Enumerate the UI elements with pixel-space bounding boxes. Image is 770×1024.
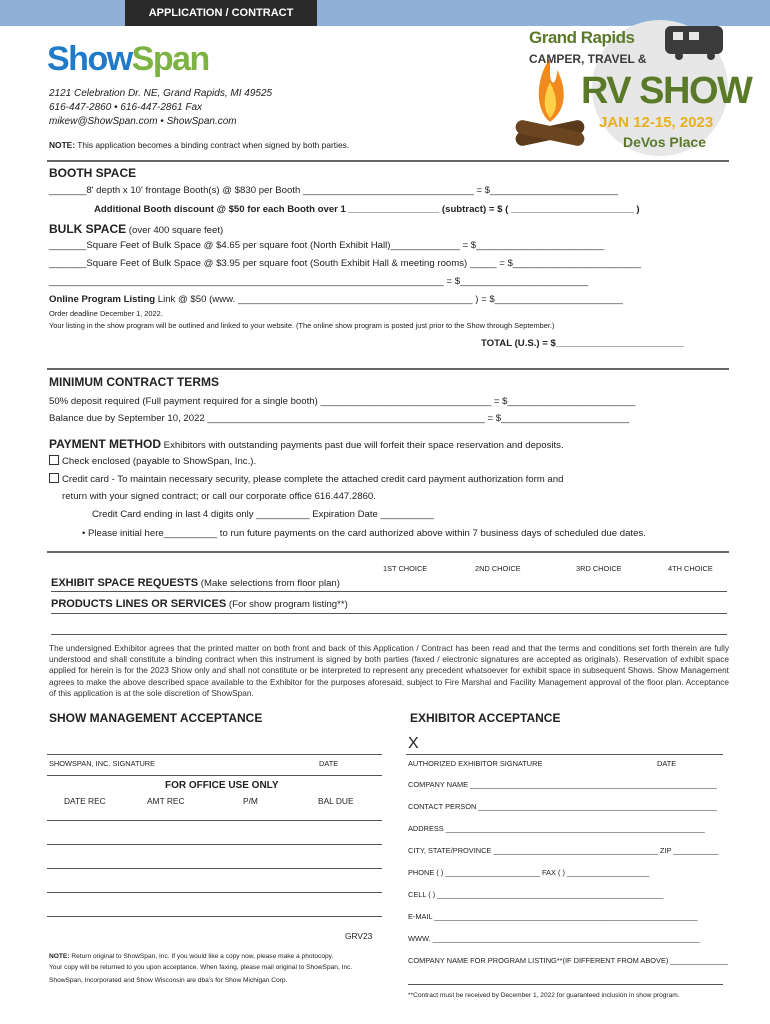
agreement-text: The undersigned Exhibitor agrees that the printed matter on both front and back of this Application / Contract has been read and that the terms and conditions set forth therein are fully understood and shall constitute a binding contract when this instrument is signed by both parties (faxed / electronic signatures are accepted as originals). Reservation of exhibit space applied for herein is for the 2023 Show only and shall not constitute or be interpreted to represent any precedent whatsoever for exhibit space in subsequent Shows. Show Management agrees to make the above described space available to the Exhibitor for the purposes aforesaid, subject to Fire Marshal and Facility Management approval of the floor plan. Acceptance of this application is at the sole discretion of ShowSpan. [49, 643, 729, 698]
city-state-zip-field[interactable]: CITY, STATE/PROVINCE ________________________________________ ZIP ___________ [408, 846, 719, 855]
products-row[interactable] [51, 598, 348, 610]
exhibitor-sig-line[interactable] [406, 754, 723, 755]
event-logo [505, 18, 752, 158]
form-code: GRV23 [345, 931, 373, 941]
choice-3: 3RD CHOICE [576, 564, 622, 573]
bulk-heading: BULK SPACE [49, 222, 127, 236]
check-label: Check enclosed (payable to ShowSpan, Inc.). [62, 456, 257, 467]
order-deadline: Order deadline December 1, 2022. [49, 309, 163, 318]
address-line-3: mikew@ShowSpan.com • ShowSpan.com [49, 116, 237, 127]
bulk-note: (over 400 square feet) [126, 225, 224, 236]
address-field[interactable]: ADDRESS _______________________________________________________________ [408, 824, 705, 833]
website-field[interactable]: WWW. _________________________________________________________________ [408, 934, 700, 943]
exhibit-requests-note: (Make selections from floor plan) [198, 578, 340, 589]
terms-heading: MINIMUM CONTRACT TERMS [49, 375, 219, 389]
bulk-heading-row [49, 220, 223, 238]
card-digits-line[interactable]: Credit Card ending in last 4 digits only __________ Expiration Date __________ [92, 509, 434, 520]
office-heading: FOR OFFICE USE ONLY [165, 780, 279, 791]
office-row-line [47, 892, 382, 893]
program-footnote: **Contract must be received by December 1, 2022 for guaranteed inclusion in show program. [408, 992, 680, 999]
card-label: Credit card - To maintain necessary security, please complete the attached credit card payment authorization form and [62, 474, 564, 485]
signature-x-mark: X [408, 735, 419, 752]
phone-fax-field[interactable]: PHONE ( ) _______________________ FAX ( ) ____________________ [408, 868, 650, 877]
deposit-line[interactable]: 50% deposit required (Full payment required for a single booth) ________________________________ = $________________________ [49, 396, 636, 407]
check-checkbox[interactable] [49, 455, 59, 465]
card-label-2: return with your signed contract; or call our corporate office 616.447.2860. [62, 491, 376, 502]
office-col-bal-due: BAL DUE [318, 796, 354, 806]
exhibit-requests-line [51, 591, 727, 592]
choice-2: 2ND CHOICE [475, 564, 521, 573]
payment-heading-row [49, 435, 564, 453]
contact-person-field[interactable]: CONTACT PERSON __________________________________________________________ [408, 802, 717, 811]
divider-booth [47, 160, 729, 162]
exhibit-requests-label: EXHIBIT SPACE REQUESTS [51, 577, 199, 589]
header-tab: APPLICATION / CONTRACT [125, 0, 317, 26]
exhibitor-date-label: DATE [657, 759, 677, 768]
divider-choices [47, 551, 729, 553]
balance-line[interactable]: Balance due by September 10, 2022 ____________________________________________________ = $________________________ [49, 413, 630, 424]
office-row-line [47, 844, 382, 845]
return-note-2: Your copy will be returned to you upon acceptance. When faxing, please mail original to ShowSpan, Inc. [49, 964, 353, 971]
divider-terms [47, 368, 729, 370]
event-subtitle: CAMPER, TRAVEL & [529, 52, 647, 66]
return-note-text: Return original to ShowSpan, Inc. If you would like a copy now, please make a photocopy. [69, 953, 334, 960]
products-label: PRODUCTS LINES OR SERVICES [51, 598, 227, 610]
office-box [47, 775, 382, 945]
card-option[interactable] [49, 473, 563, 485]
note-label: NOTE: [49, 140, 76, 150]
online-listing-label: Online Program Listing [49, 294, 156, 305]
return-note-1 [49, 953, 333, 960]
booth-line-discount[interactable]: Additional Booth discount @ $50 for each Booth over 1 _________________ (subtract) = $ ( _______________________ ) [94, 204, 640, 215]
office-row-line [47, 820, 382, 821]
management-heading: SHOW MANAGEMENT ACCEPTANCE [49, 711, 263, 725]
office-row-line [47, 916, 382, 917]
online-listing-text: Link @ $50 (www. ____________________________________________ ) = $________________________ [155, 294, 623, 305]
company-name-field[interactable]: COMPANY NAME ____________________________________________________________ [408, 780, 717, 789]
online-listing-line[interactable] [49, 294, 623, 305]
management-sig-line[interactable] [47, 754, 382, 755]
booth-heading: BOOTH SPACE [49, 166, 137, 180]
bulk-line-north[interactable]: _______Square Feet of Bulk Space @ $4.65 per square foot (North Exhibit Hall)_____________ = $________________________ [49, 240, 605, 251]
card-checkbox[interactable] [49, 473, 59, 483]
event-venue: DeVos Place [623, 134, 707, 150]
logo-span: Span [131, 40, 209, 78]
email-field[interactable]: E-MAIL ________________________________________________________________ [408, 912, 698, 921]
address-line-2: 616-447-2860 • 616-447-2861 Fax [49, 102, 203, 113]
event-city: Grand Rapids [529, 28, 635, 47]
products-line-1 [51, 613, 727, 614]
logo-show: Show [47, 40, 132, 78]
blank-line[interactable]: __________________________________________________________________________ = $________________________ [49, 276, 589, 287]
products-note: (For show program listing**) [226, 599, 348, 610]
showspan-logo [47, 40, 209, 79]
event-dates: JAN 12-15, 2023 [599, 114, 714, 131]
note-text: This application becomes a binding contract when signed by both parties. [75, 140, 350, 150]
office-row-line [47, 868, 382, 869]
check-option[interactable] [49, 455, 256, 467]
booth-line-standard[interactable]: _______8' depth x 10' frontage Booth(s) @ $830 per Booth ________________________________ = $________________________ [49, 185, 619, 196]
payment-desc: Exhibitors with outstanding payments past due will forfeit their space reservation and deposits. [161, 440, 564, 451]
payment-heading: PAYMENT METHOD [49, 437, 162, 451]
exhibitor-heading: EXHIBITOR ACCEPTANCE [410, 711, 561, 725]
listing-note: Your listing in the show program will be outlined and linked to your website. (The online show program is posted just prior to the Show through September.) [49, 321, 555, 330]
dba-note: ShowSpan, Incorporated and Show Wisconsin are dba's for Show Michigan Corp. [49, 977, 288, 984]
management-sig-label: SHOWSPAN, INC. SIGNATURE [49, 759, 156, 768]
office-col-pm: P/M [243, 796, 258, 806]
products-line-2 [51, 634, 727, 635]
bulk-line-south[interactable]: _______Square Feet of Bulk Space @ $3.95 per square foot (South Exhibit Hall & meeting rooms) _____ = $________________________ [49, 258, 641, 269]
program-name-line[interactable] [408, 984, 723, 985]
total-line[interactable]: TOTAL (U.S.) = $________________________ [481, 338, 684, 349]
management-date-label: DATE [319, 759, 339, 768]
choice-4: 4TH CHOICE [668, 564, 713, 573]
exhibit-requests-row[interactable] [51, 577, 340, 589]
cell-field[interactable]: CELL ( ) _______________________________________________________ [408, 890, 664, 899]
choice-1: 1ST CHOICE [383, 564, 428, 573]
exhibitor-sig-label: AUTHORIZED EXHIBITOR SIGNATURE [408, 759, 543, 768]
event-title: RV SHOW [581, 70, 752, 112]
initial-line[interactable]: • Please initial here__________ to run future payments on the card authorized above within 7 business days of scheduled due dates. [82, 528, 646, 539]
office-col-amt-rec: AMT REC [147, 796, 185, 806]
address-line-1: 2121 Celebration Dr. NE, Grand Rapids, MI 49525 [49, 88, 273, 99]
office-col-date-rec: DATE REC [64, 796, 106, 806]
program-name-field[interactable]: COMPANY NAME FOR PROGRAM LISTING**(IF DIFFERENT FROM ABOVE) ______________ [408, 956, 728, 965]
return-note-label: NOTE: [49, 953, 70, 960]
binding-note [49, 140, 349, 150]
